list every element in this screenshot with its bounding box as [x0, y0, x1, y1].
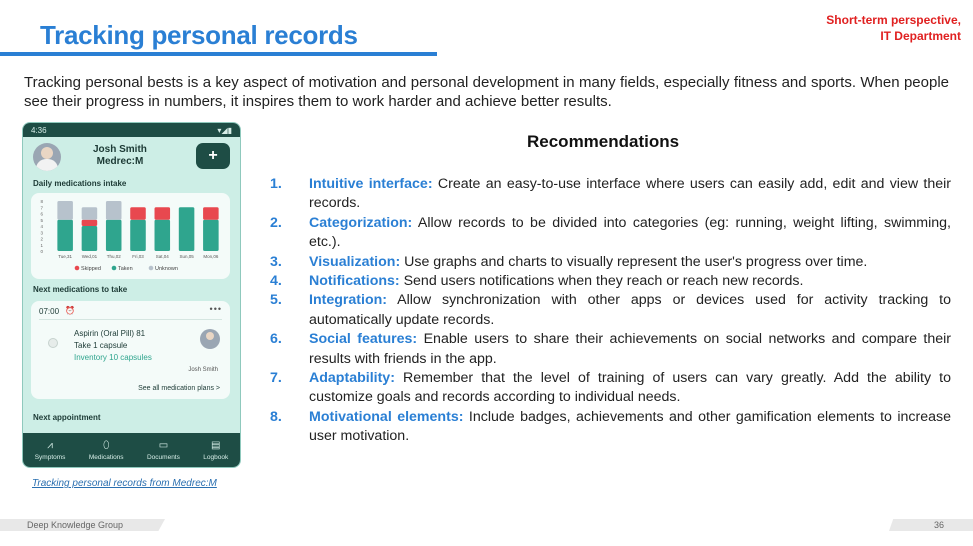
recommendation-number: 2. — [270, 214, 282, 231]
x-tick-label: Wed,01 — [81, 254, 98, 259]
y-tick-label: 2 — [40, 236, 43, 242]
corner-line-1: Short-term perspective, — [826, 13, 961, 27]
y-tick-label: 3 — [40, 230, 43, 236]
intro-paragraph: Tracking personal bests is a key aspect of motivation and personal development in many fields, especially fitness and sports. When people see their progress in numbers, it inspires them to work harder and achieve better results. — [24, 74, 949, 110]
recommendation-text: Allow records to be divided into categories (eg: running, weight lifting, swimming, etc.). — [309, 214, 951, 251]
x-tick-label: Sun,05 — [179, 254, 194, 259]
recommendation-heading: Motivational elements: — [309, 408, 464, 425]
nav-symptoms[interactable] — [35, 440, 66, 461]
nav-logbook[interactable] — [203, 440, 228, 461]
phone-status-bar — [23, 123, 240, 137]
nav-medications[interactable] — [89, 440, 124, 461]
x-tick-label: Sat,04 — [155, 254, 169, 259]
recommendation-text: Remember that the level of training of users can vary greatly. Add the ability to customize goals and records according to individual needs. — [309, 370, 951, 406]
bar-segment-skipped — [82, 220, 98, 226]
medication-card[interactable] — [31, 301, 230, 399]
bar-segment-unknown — [82, 207, 98, 220]
add-button[interactable]: + — [196, 143, 230, 169]
recommendation-heading: Social features: — [309, 331, 418, 348]
nav-label: Logbook — [203, 453, 229, 461]
daily-intake-chart — [31, 193, 230, 279]
nav-label: Documents — [146, 453, 180, 461]
y-tick-label: 7 — [40, 205, 43, 211]
recommendation-heading: Categorization: — [309, 214, 413, 231]
recommendation-item — [270, 369, 951, 408]
bar-segment-skipped — [203, 207, 219, 220]
med-name: Aspirin (Oral Pill) 81 — [74, 329, 146, 338]
alarm-icon: ⏰ — [65, 306, 75, 315]
recommendations-list — [270, 175, 951, 447]
y-tick-label: 5 — [40, 217, 43, 223]
recommendation-number: 7. — [270, 370, 282, 387]
symptoms-icon: ⩘ — [47, 439, 53, 451]
recommendation-number: 4. — [270, 273, 282, 290]
recommendation-heading: Adaptability: — [309, 370, 395, 387]
bar-segment-taken — [130, 220, 146, 251]
recommendation-text: Enable users to share their achievements on social networks and compare their results with friends in the app. — [309, 331, 951, 367]
recommendation-heading: Intuitive interface: — [309, 176, 433, 192]
nav-label: Medications — [88, 453, 124, 461]
recommendation-number: 6. — [270, 331, 282, 348]
bar-segment-taken — [203, 220, 219, 251]
logbook-icon: ▤ — [211, 439, 221, 451]
title-underline — [0, 52, 437, 56]
card-divider — [39, 319, 222, 320]
corner-label — [826, 12, 961, 44]
y-tick-label: 6 — [40, 211, 43, 217]
x-tick-label: Fri,03 — [132, 254, 144, 259]
recommendation-text: Allow synchronization with other apps or devices used for activity tracking to automatically update records. — [309, 292, 951, 328]
med-owner: Josh Smith — [188, 367, 218, 373]
avatar[interactable] — [33, 143, 61, 171]
recommendation-item — [270, 330, 951, 369]
bar-segment-taken — [179, 207, 195, 251]
med-dose: Take 1 capsule — [74, 341, 128, 350]
daily-medications-title: Daily medications intake — [33, 179, 127, 188]
bottom-nav — [23, 433, 240, 467]
recommendations-title: Recommendations — [527, 132, 680, 151]
slide-title: Tracking personal records — [40, 20, 358, 50]
bar-segment-taken — [106, 220, 122, 251]
med-inventory: Inventory 10 capsules — [74, 353, 152, 362]
user-subtitle: Medrec:M — [96, 156, 144, 167]
status-icons: ▾◢▮ — [217, 125, 232, 135]
bar-segment-taken — [82, 226, 98, 251]
y-tick-label: 8 — [40, 199, 43, 204]
nav-label: Symptoms — [34, 453, 66, 461]
next-appointment-title: Next appointment — [33, 413, 101, 422]
med-avatar — [200, 329, 220, 349]
x-tick-label: Thu,02 — [106, 254, 121, 259]
take-radio[interactable] — [48, 338, 58, 348]
recommendation-number: 1. — [270, 176, 282, 192]
recommendation-number: 3. — [270, 253, 282, 270]
recommendation-item — [270, 408, 951, 447]
corner-line-2: IT Department — [880, 29, 961, 43]
phone-header — [23, 137, 240, 177]
recommendation-text: Include badges, achievements and other gamification elements to increase user motivation. — [309, 408, 951, 445]
y-tick-label: 1 — [40, 242, 43, 248]
more-icon[interactable]: ••• — [209, 304, 222, 314]
recommendation-heading: Integration: — [309, 292, 388, 309]
footer-company: Deep Knowledge Group — [27, 520, 124, 530]
med-time: 07:00 — [39, 307, 60, 316]
x-tick-label: Tue,31 — [58, 254, 73, 259]
legend-swatch-taken — [112, 266, 117, 271]
recommendation-heading: Notifications: — [309, 273, 400, 290]
legend-swatch-unknown — [149, 266, 154, 271]
recommendation-item — [270, 175, 951, 214]
recommendation-text: Create an easy-to-use interface where users can easily add, edit and view their records. — [309, 176, 951, 212]
user-name: Josh Smith — [93, 144, 147, 155]
legend-swatch-skipped — [75, 266, 80, 271]
recommendation-number: 8. — [270, 408, 282, 425]
x-tick-label: Mon,06 — [203, 254, 219, 259]
recommendation-item — [270, 253, 951, 272]
recommendation-item — [270, 291, 951, 330]
bar-segment-skipped — [130, 207, 146, 220]
image-caption-link[interactable]: Tracking personal records from Medrec:M — [32, 478, 217, 489]
user-name-block[interactable] — [93, 144, 147, 168]
recommendation-heading: Visualization: — [309, 253, 401, 270]
bar-segment-unknown — [57, 201, 73, 220]
legend-label: Unknown — [155, 266, 178, 272]
recommendation-number: 5. — [270, 292, 282, 309]
y-tick-label: 4 — [40, 224, 43, 229]
nav-documents[interactable] — [147, 440, 180, 461]
recommendation-text: Use graphs and charts to visually represent the user's progress over time. — [400, 253, 868, 270]
bar-segment-taken — [155, 220, 171, 251]
bar-segment-skipped — [155, 207, 171, 220]
recommendation-item — [270, 272, 951, 291]
y-tick-label: 0 — [40, 249, 43, 254]
next-medications-title: Next medications to take — [33, 285, 128, 294]
daily-chart-card — [31, 193, 230, 279]
documents-icon: ▭ — [158, 439, 169, 451]
see-all-plans-link[interactable]: See all medication plans > — [138, 385, 220, 392]
phone-screenshot — [22, 122, 241, 468]
page-number-bar — [889, 519, 973, 531]
medications-icon: ⬯ — [103, 439, 110, 451]
legend-label: Taken — [118, 266, 133, 272]
bar-segment-taken — [57, 220, 73, 251]
recommendation-item — [270, 214, 951, 253]
page-number: 36 — [933, 520, 944, 530]
legend-label: Skipped — [81, 266, 101, 272]
status-time: 4:36 — [31, 125, 47, 135]
bar-segment-unknown — [106, 201, 122, 220]
recommendation-text: Send users notifications when they reach or reach new records. — [399, 273, 804, 290]
